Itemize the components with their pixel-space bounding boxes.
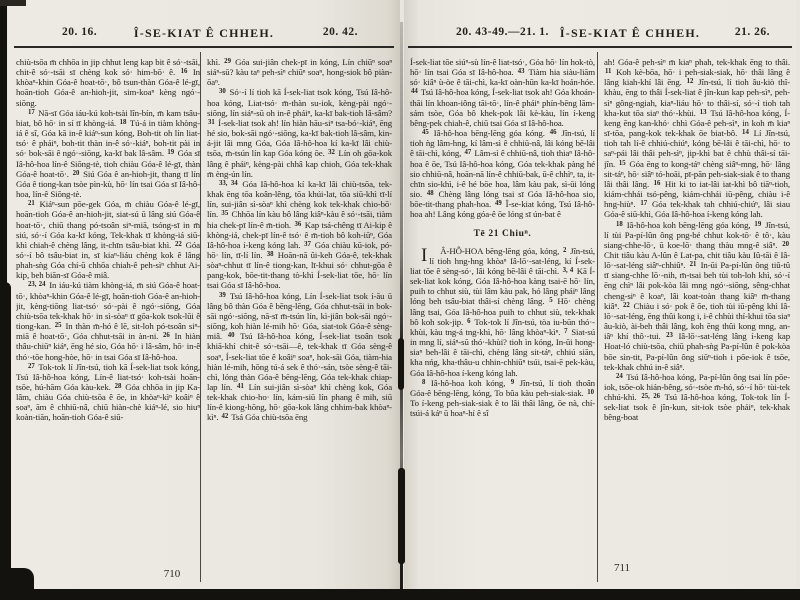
verse-paragraph: $^{18}$ Iâ-hô-hoa koh bēng-lēng góa kóng, $^{19}$ Jîn-tsú, lí tùi Pa-pí-lûn ông png-bé chhut kok-tō· ê tô·, kàu siang-chhe-lō·, ū koe-lō· thang thàu mng-ê siâⁿ. $^{20}$ Chit tiâu kàu A-lûn ê Lat-pa, chit tiâu kàu Iû-tāi ê Iâ-lō·-sat-léng siâⁿ-chhiûⁿ. $^{21}$ In-ūi Pa-pí-lûn ông tiû-tû tī siang-chhe lō·-nih, m̄-tsai beh tùi toh-loh khì, só·-í ēng chìⁿ lâi pok-kòa lâi mng ngó·-siōng, sêng-chhat cheng-siⁿ ê koaⁿ, lâi koat-toàn thang kiâⁿ m̄-thang kiâⁿ. $^{22}$ Chiàu i só· pok ê ōe, tioh tùi iū-pêng khì Iâ-lō·-sat-léng, ēng thûi kong i, i-ê chhùi thí-khui tōa siaⁿ âu-kiò, ài-beh thâi lâng, koh ēng thûi kong mng, an-iâⁿ khí thô·-tui. $^{23}$ Iâ-lō·-sat-léng lâng í-keng kap Hoat-ló chiù-tsōa, chiū phah-sǹg Pa-pí-lûn ê pok-kòa bōe sìn-tit, Pa-pí-lûn ông siūⁿ-tioh i pōe-iok ê tsōe, tek-khak chhú in-ê siâⁿ. (604, 219, 790, 372)
verse-number: 22 (175, 240, 182, 248)
verse-number: 17 (28, 108, 35, 116)
column-divider (200, 52, 201, 582)
scan-left-edge-blob (0, 282, 11, 600)
verse-number: 45 (422, 129, 429, 137)
verse-number: 6 (467, 317, 471, 325)
verse-number: 10 (587, 388, 594, 396)
verse-number: 7 (564, 327, 568, 335)
verse-paragraph: $^{23, 24}$ In iáu-kú tiàm khòng-iá, m̄ siú Góa-ê hoat-tō·, khòaⁿ-khin Góa-ê lé-gī, hoān-tioh Góa-ê an-hioh-jit, kèng-tiōng liat-tsó· só·-pài ê ngó·-siōng, Góa chiù-tsōa tek-khak hō· in sì-sòaⁿ tī gōa-kok tsok-lūi ê tiong-kan. $^{25}$ In thàn m̄-hó ê lē, sit-loh pó-tsoân siⁿ-miā ê hoat-tō·, Góa chhut-tsāi in àn-ni. $^{26}$ In hiàn thâu-chiūⁿ kiáⁿ, ēng hé sio, Góa hō· i lâ-sâm, hō· in-ê thó·-tōe hong-hòe, hō· in tsai Góa sī Iâ-hô-hoa. (16, 280, 200, 362)
verse-number: 46 (549, 129, 557, 137)
verse-number: 16 (653, 179, 661, 187)
verse-number: 8 (422, 378, 426, 386)
verse-number: 16 (180, 68, 188, 76)
verse-number: 20 (72, 169, 80, 177)
verse-number: 32 (328, 149, 335, 157)
verse-number: 21 (689, 261, 697, 269)
verse-number: 43 (517, 68, 525, 76)
verse-paragraph: $^{45}$ Iâ-hô-hoa bēng-lēng góa kóng. $^{46}$ Jîn-tsú, lí tioh ǹg lâm-hng, kí lâm-sì ê chhiū-nâ, lâi kóng bē-lâi ê tāi-chì, kóng, $^{47}$ Lâm-sì ê chhiū-nâ, tioh thiaⁿ Iâ-hô-hoa ê ōe, Tsú Iâ-hô-hoa kóng, Góa tek-khak pàng hé sio chhiū-nâ, hoān-nā lín-ê chhiū-bak, ū-ê chhìⁿ, ta, it-chīn sio-khì, i-ê hé bōe hoa, lâm kàu pak, sì-ūi lóng sio. $^{48}$ Chèng lâng lóng tsai sī Góa Iâ-hô-hoa sio, bōe-tit-thang phah-hoa. $^{49}$ Î-se-kiat kóng, Tsú Iâ-hô-hoa ah! Lâng kóng góa-ê ōe lóng sī ún-bat ê (410, 128, 595, 220)
verse-paragraph: $^{21}$ Kiáⁿ-sun pōe-gek Góa, m̄ chiàu Góa-ê lé-gī, hoān-tioh Góa-ê an-hioh-jit, siat-sú ū lâng siú Góa-ê hoat-tō·, chiū thang pó-tsoân siⁿ-miā, tsóng-sī in m̄ siú, só·-í Góa ka-kī kóng, Tek-khak tī khòng-iá siū-khì chiah-ê chèng lâng, it-chīn tsâu-biat khì. $^{22}$ Góa só·-í bô tsâu-biat in, sī kiaⁿ-liáu chèng kok ê lâng phah-sǹg Góa chí-ū chhōa chiah-ê peh-sìⁿ chhut Ai-kip, beh biān-sī Góa-ê miâ. (16, 199, 200, 281)
verse-number: 31 (208, 118, 215, 126)
verse-number: 14 (742, 129, 749, 137)
text-column-2 (604, 57, 790, 555)
verse-number: 11 (605, 68, 612, 76)
verse-paragraph: $^{30}$ Só·-í lí tioh kā Í-sek-liat tsok kóng, Tsú Iâ-hô-hoa kóng, Liat-tsó· m̄-thàn su-iok, kèng-pài ngó·-siōng, lín siáⁿ-sū oh in-ê pháiⁿ, ka-kī bak-tioh lâ-sâm? $^{31}$ Í-sek-liat tsok ah! lín hiàn hāu-siⁿ tsa-bó·-kiáⁿ, ēng hé sio, bok-sāi ngó·-siōng, ka-kī bak-tioh lâ-sâm, kin-á-jit lâi mng Góa, Góa Iâ-hô-hoa kí ka-kī lâi chiù-tsōa, m̄-tsún lín kap Góa kóng ōe. $^{32}$ Lín oh gōa-kok lâng ê pháiⁿ, kèng-pài chhâ kap chioh, Góa tek-khak m̄ èng-ún lín. (207, 87, 392, 179)
verse-paragraph: $^{33, 34}$ Góa Iâ-hô-hoa kí ka-kī lâi chiù-tsōa, tek-khak ēng tōa koân-lêng, tōa khúi-lat, tōa siū-khì tī-lí lín, sui-jiân sì-sòaⁿ khì chèng kok tek-khak chio-bō· lín. $^{35}$ Chhōa lín kàu bô lâng kiâⁿ-kàu ê só·-tsāi, tiàm hia chek-pī lín-ê m̄-tioh. $^{36}$ Kap tsá-chêng tī Ai-kip ê khòng-iá, chek-pī lín-ê tsó· ê m̄-tioh bô koh-iūⁿ, Góa Iâ-hô-hoa í-keng kóng lah. $^{37}$ Góa chiàu kū-iok, pó-hō· lín, tī-lí lín. $^{38}$ Hoān-nā ûi-keh Góa-ê, tek-khak sòaⁿ-chhut tī lín-ê tiong-kan, lī-khui só· chhut-gōa ê pang-kok, bōe-tit-thang tò-khì Í-sek-liat tōe, hō· lín tsai Góa sī Iâ-hô-hoa. (207, 178, 392, 291)
verse-number: 41 (237, 383, 244, 390)
header-verse-ref-right: 20. 42. (322, 26, 358, 38)
verse-paragraph: $^8$ Iâ-hô-hoa koh kóng, $^9$ Jîn-tsú, lí tioh thoân Góa-ê bēng-lēng, kóng, To bûa kàu peh-siak-siak. $^{10}$ To í-keng peh-siak-siak ê to lâi thâi lâng, ōe nà, chí-tsúi-á káⁿ ū hoaⁿ-hí ê sî (410, 377, 595, 419)
text-column-1 (16, 57, 200, 555)
page-number: 711 (613, 562, 631, 574)
header-verse-ref-left: 20. 43-49.—21. 1. (456, 26, 549, 38)
verse-paragraph: $^{27}$ Tok-tok lí Jîn-tsú, tioh kā Í-sek-liat tsok kóng, Tsú Iâ-hô-hoa kóng, Lín-ê liat-tsó· koh-tsài hoān-tsōe, hú-hām Góa kàu-kek. $^{28}$ Góa chhōa in jip Ka-lâm, chiàu Góa chiù-tsōa ê ōe, in khòaⁿ-kìⁿ koâiⁿ ê soaⁿ, ām ê chhiū-nâ, chiū hiàn-chè kiáⁿ-lé, sio hiuⁿ koàn-tiān, hoān-tioh Góa-ê siū- (16, 361, 200, 423)
verse-number: 18 (119, 118, 127, 126)
column-divider (597, 52, 598, 582)
verse-paragraph: chiù-tsōa m̄ chhōa in jip chhut leng kap bit ê só·-tsāi, chit-ê só·-tsāi sī chèng kok só· him-bō· ê. $^{16}$ In khòaⁿ-khin Góa-ê hoat-tō·, bô tsun-thàn Góa-ê lé-gī, hoān-tioh Góa-ê an-hioh-jit, sim-koaⁿ kèng ngó·-siōng. (16, 57, 200, 108)
verse-number: 35 (221, 210, 229, 218)
verse-number: 30 (219, 88, 226, 96)
text-column-1 (410, 57, 595, 555)
verse-number: 24 (616, 372, 623, 380)
scan-top-left-speck (0, 0, 26, 6)
header-rule (408, 46, 792, 48)
verse-number: 19 (167, 149, 175, 157)
verse-number: 48 (426, 190, 434, 198)
verse-number: 20 (782, 240, 789, 248)
verse-number: 3, 4 (562, 266, 574, 274)
verse-paragraph: $^{24}$ Tsú Iâ-hô-hoa kóng, Pa-pí-lûn ông tsai lín pōe-iok, tsōe-ok hián-bêng, só·-tsòe m̄-hó, só·-í hō· tùi-tek chhú-khì. $^{25, 26}$ Tsú Iâ-hô-hoa kóng, Tok-tok lín Í-sek-liat tsok ê jîn-kun, sit-iok tsòe pháiⁿ, tek-khak bêng-boat (604, 371, 790, 423)
verse-paragraph: khì. $^{29}$ Góa sui-jiân chek-pī in kóng, Lín chiūⁿ soaⁿ siáⁿ-sū? kàu taⁿ peh-sìⁿ chiūⁿ soaⁿ, hong-siok bô piàn-ōaⁿ. (207, 57, 392, 88)
verse-number: 40 (227, 332, 235, 340)
verse-number: 9 (510, 378, 515, 386)
header-rule (14, 46, 394, 48)
verse-number: 36 (294, 220, 302, 228)
text-column-2 (207, 57, 392, 555)
verse-number: 18 (616, 220, 623, 228)
verse-number: 37 (304, 240, 311, 248)
verse-number: 13 (699, 108, 707, 116)
verse-number: 23 (666, 332, 673, 340)
verse-number: 27 (28, 362, 35, 370)
verse-number: 42 (221, 413, 229, 421)
header-verse-ref-left: 20. 16. (62, 26, 98, 38)
verse-paragraph: $^{39}$ Tsú Iâ-hô-hoa kóng, Lín Í-sek-liat tsok í-āu ū lâng bô thàn Góa ê bēng-lēng, Góa chhut-tsāi in bok-sāi ngó·-siōng, nā-sī m̄-tsún lín, kì-jiân bok-sāi ngó·-siōng, koh hiàn lé-mih hō· Góa, siat-tok Góa-ê sèng-miâ. $^{40}$ Tsú Iâ-hô-hoa kóng, Í-sek-liat tsoân tsok khiā-khí chit-ê só·-tsāi—ê, tek-khak tī Góa sèng-ê soaⁿ, Í-sek-liat tōe ê koâiⁿ soaⁿ, hok-sāi Góa, tiàm-hia hiàn lé-mih, hōng tú-á sek ê thó·-sán, tsòe sèng-ê tāi-chì, lóng thàn Góa-ê bēng-lēng, Góa tek-khak chiap-lap lín. $^{41}$ Lín sui-jiân sì-sòaⁿ khì chèng kok, Góa tek-khak chio-ho· lín, kám-siū lín phang ê mih, siū lín-ê kiong-hōng, hō· gōa-kok lâng chhim-bak khòaⁿ-kìⁿ. $^{42}$ Tsá Góa chiù-tsōa ēng (207, 290, 392, 423)
verse-number: 38 (266, 250, 274, 258)
verse-number: 2 (562, 246, 567, 254)
verse-number: 33, 34 (219, 179, 238, 187)
verse-number: 25, 26 (641, 393, 661, 401)
verse-number: 21 (28, 200, 35, 208)
verse-number: 47 (464, 149, 472, 157)
verse-number: 44 (411, 88, 418, 96)
verse-number: 15 (618, 159, 626, 167)
verse-number: 17 (640, 200, 648, 208)
scan-bottom-shadow (22, 589, 800, 600)
drop-cap: I (421, 244, 428, 266)
verse-number: 22 (622, 301, 630, 309)
verse-number: 28 (114, 383, 122, 390)
page-number: 710 (163, 568, 181, 580)
gutter-ink-blob (398, 468, 405, 564)
gutter-ink-blob (398, 338, 404, 390)
book-title: Î-SE-KIAT Ê CHHEH. (133, 26, 275, 40)
verse-paragraph: ah! Góa-ê peh-sìⁿ m̄ kiaⁿ phah, tek-khak ēng to thâi. $^{11}$ Koh kè-bōa, hō· i peh-siak-siak, hō· thâi lâng ê lâng kiah-khí lâi ēng. $^{12}$ Jîn-tsú, lí tioh âu-kiò thî-khàu, ēng to thâi Í-sek-liat ê jîn-kun kap peh-sìⁿ, peh-sìⁿ gông-ngiah, kiaⁿ-liáu hō· to thâi-sí, só·-í tioh tah kha-kut tōa siaⁿ thó·-khùi. $^{13}$ Tsú Iâ-hô-hoa kóng, Í-keng ēng kan-khó· chhì Góa-ê peh-sìⁿ, in koh m̄ kiaⁿ sī-tōa, pang-kok tek-khak ōe biat-bô. $^{14}$ Lí Jîn-tsú, tioh tah lí-ê chhiú-chiúⁿ, kóng bē-lâi ê tāi-chì, hō· to saⁿ-pái lâi thâi peh-sìⁿ, jip-khì bat ê chhù thâi-sí tāi-jîn. $^{15}$ Góa ēng to kong-táⁿ chèng siâⁿ-mng, hō· lâng sit-táⁿ, hō· siâⁿ tó-hoāi, pī-pān peh-siak-siak ê to thang lâi thâi lâng. $^{16}$ Hit ki to iat-lâi iat-khì bô tiāⁿ-tioh, kiám-chhái tsó-pêng, kiám-chhái iū-pêng, chiàu i-ê hng-hiùⁿ. $^{17}$ Góa tek-khak tah chhiú-chiúⁿ, lâi siau Góa-ê siū-khì, Góa Iâ-hô-hoa í-keng kóng lah. (604, 57, 790, 220)
right-page-header (404, 26, 796, 44)
left-page-header (8, 26, 400, 44)
verse-number: 5 (549, 297, 553, 305)
verse-paragraph: $^{17}$ Nā-sī Góa iáu-kú koh-tsài lîn-bín, m̄ kam tsâu-biat, bô hō· in sí tī khòng-iá. $^{18}$ Tú-á in tiàm khòng-iá ê sî, Góa kā in-ê kiáⁿ-sun kóng, Boh-tit oh lín liat-tsó· ê pháiⁿ, boh-tit thàn in-ê só·-kiáⁿ, boh-tit pài in só· bok-sāi ê ngó·-siōng, ka-kī bak lâ-sâm. $^{19}$ Góa sī Iâ-hô-hoa lín-ê Siōng-tè, tioh chiàu Góa-ê lé-gī, thàn Góa-ê hoat-tō·. $^{20}$ Siú Góa ê an-hioh-jit, thang tī lín Góa ê tiong-kan tsòe pìn-kù, hō· lín tsai Góa sī Iâ-hô-hoa, lín-ê Siōng-tè. (16, 107, 200, 200)
verse-number: 26 (162, 332, 170, 340)
chapter-heading: Tē 21 Chiuⁿ. (473, 228, 532, 239)
right-page (404, 0, 796, 600)
book-title: Î-SE-KIAT Ê CHHEH. (559, 26, 701, 40)
verse-number: 29 (224, 58, 231, 65)
verse-paragraph: I Â-HÔ-HOA bēng-lēng góa, kóng, $^2$ Jîn-tsú, lí tioh hng-hng khòaⁿ Iâ-lō·-sat-léng, kí Í-sek-liat tōe ê sèng-só·, lâi kóng bē-lâi ê tāi-chì. $^{3, 4}$ Kā Í-sek-liat kok kóng, Góa Iâ-hô-hoa kàng tsai-ē hō· lín, puih to chhut siù, tùi lâm kàu pak, hó lâng pháiⁿ lâng lóng beh tsâu-biat thâi-sí chèng lâng. $^5$ Hō· chèng lâng tsai, Góa Iâ-hô-hoa puih to chhut siù, tek-khak bô koh sok-jip. $^6$ Tok-tok lí Jîn-tsú, tòa iu-būn thó·-khùi, kàu tng-á tng-khì, hō· lâng khòaⁿ-kìⁿ. $^7$ Siat-sú in mng lí, siáⁿ-sū thó·-khùi? tioh ìn kóng, In-ūi hong-siaⁿ beh-lâi ê tāi-chì, chèng lâng sit-táⁿ, chhiú siān, kha nńg, kha-thâu-u chhin-chhiūⁿ tsúi, tsai-ē pek-kàu, Góa Iâ-hô-hoa í-keng kóng lah. (410, 244, 595, 378)
verse-number: 19 (754, 220, 762, 228)
verse-number: 25 (54, 322, 62, 330)
left-page (8, 0, 400, 600)
verse-number: 39 (219, 291, 226, 299)
verse-number: 49 (494, 200, 502, 208)
header-verse-ref-right: 21. 26. (734, 26, 770, 38)
verse-number: 23, 24 (28, 281, 46, 289)
verse-paragraph: Í-sek-liat tōe siúⁿ-sù lín-ê liat-tsó·, Góa hō· lín hok-tò, hō· lín tsai Góa sī Iâ-hô-hoa. $^{43}$ Tiàm hia siàu-liām só· kiâⁿ ù-òe ê tāi-chì, ka-kī oàn-hūn ka-kī hoán-hóe. $^{44}$ Tsú Iâ-hô-hoa kóng, Í-sek-liat tsok ah! Góa khoán-thāi lín khoan-iông tāi-tō·, lín-ê pháiⁿ phín-bēng lām-sám tsòe, Góa bô khek-pok lâi kè-kàu, lín í-keng bêng-pek chiah-ê, chiū tsai Góa sī Iâ-hô-hoa. (410, 57, 595, 128)
verse-number: 12 (686, 78, 694, 86)
